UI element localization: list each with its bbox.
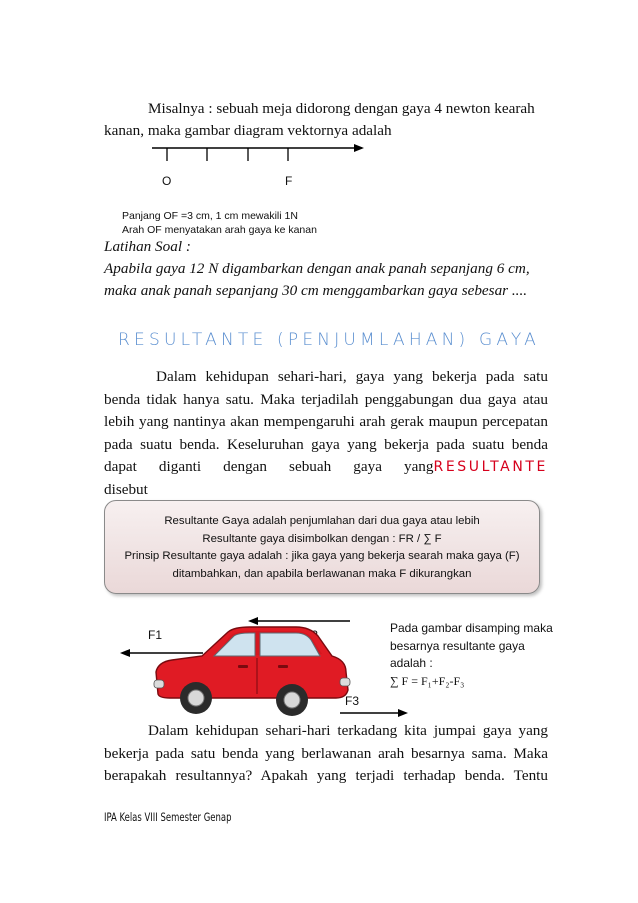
callout-line-4: ditambahkan, dan apabila berlawanan maka F dikurangkan [172, 567, 472, 580]
section-heading: RESULTANTE (PENJUMLAHAN) GAYA [118, 330, 540, 350]
force-label-f3: F3 [345, 694, 360, 708]
p2-line-2: bekerja pada satu benda yang berlawanan arah besarnya sama. Maka [104, 744, 548, 762]
exercise-title: Latihan Soal : [104, 238, 191, 255]
intro-line-2: kanan, maka gambar diagram vektornya adalah [104, 122, 392, 139]
force-label-f1: F1 [148, 628, 163, 642]
p1-line-5 [104, 456, 548, 501]
vector-arrowhead [354, 144, 364, 152]
car-illustration [154, 627, 350, 716]
p1-line-3: lebih yang nantinya akan mempengaruhi arah gerak maupun percepatan [104, 413, 548, 431]
intro-line-1: Misalnya : sebuah meja didorong dengan gaya 4 newton kearah [148, 100, 535, 117]
car-bumper-rear [340, 678, 350, 686]
caption-line-1: Pada gambar disamping maka [390, 621, 553, 635]
vector-note-2: Arah OF menyatakan arah gaya ke kanan [122, 224, 317, 236]
resultante-term: RESULTANTE [433, 459, 548, 476]
arrow-f3-head [398, 709, 408, 717]
car-force-figure [110, 610, 420, 720]
car-handle [238, 665, 248, 668]
exercise-line-2: maka anak panah sepanjang 30 cm menggambarkan gaya sebesar .... [104, 282, 528, 299]
caption-formula: ∑ F = F₁+F₂-F₃ [390, 673, 465, 688]
label-o: O [162, 174, 172, 188]
vector-note-1: Panjang OF =3 cm, 1 cm mewakili 1N [122, 210, 298, 222]
exercise-line-1: Apabila gaya 12 N digambarkan dengan anak panah sepanjang 6 cm, [104, 260, 530, 277]
label-f: F [285, 174, 293, 188]
callout-line-2: Resultante gaya disimbolkan dengan : FR / ∑ F [202, 532, 442, 545]
car-handle [278, 665, 288, 668]
car-hub-rear [284, 692, 300, 708]
car-caption [390, 620, 553, 690]
definition-callout [104, 500, 540, 594]
p1-line-5-text: dapat diganti dengan sebuah gaya yang disebut [104, 458, 434, 498]
vector-diagram [140, 140, 380, 170]
callout-line-3: Prinsip Resultante gaya adalah : jika gaya yang bekerja searah maka gaya (F) [124, 550, 520, 562]
p1-line-2: benda tidak hanya satu. Maka terjadilah penggabungan dua gaya atau [104, 390, 548, 408]
car-hub-front [188, 690, 204, 706]
caption-line-3: adalah : [390, 656, 433, 670]
p2-line-1: Dalam kehidupan sehari-hari terkadang kita jumpai gaya yang [148, 722, 548, 739]
paragraph-2 [104, 720, 548, 788]
p2-line-3: berapakah resultannya? Apakah yang terjadi terhadap benda. Tentu [104, 767, 548, 785]
arrow-f2-head [248, 617, 258, 625]
caption-line-2: besarnya resultante gaya [390, 638, 525, 653]
car-bumper-front [154, 680, 164, 688]
page-footer: IPA Kelas VIII Semester Genap [104, 810, 232, 824]
exercise-block [104, 236, 552, 302]
callout-line-1: Resultante Gaya adalah penjumlahan dari dua gaya atau lebih [164, 515, 480, 527]
arrow-f1-head [120, 649, 130, 657]
p1-line-4: pada suatu benda. Keseluruhan gaya yang bekerja pada suatu benda [104, 435, 548, 453]
intro-paragraph [104, 98, 548, 142]
p1-line-1: Dalam kehidupan sehari-hari, gaya yang bekerja pada satu [156, 368, 548, 385]
